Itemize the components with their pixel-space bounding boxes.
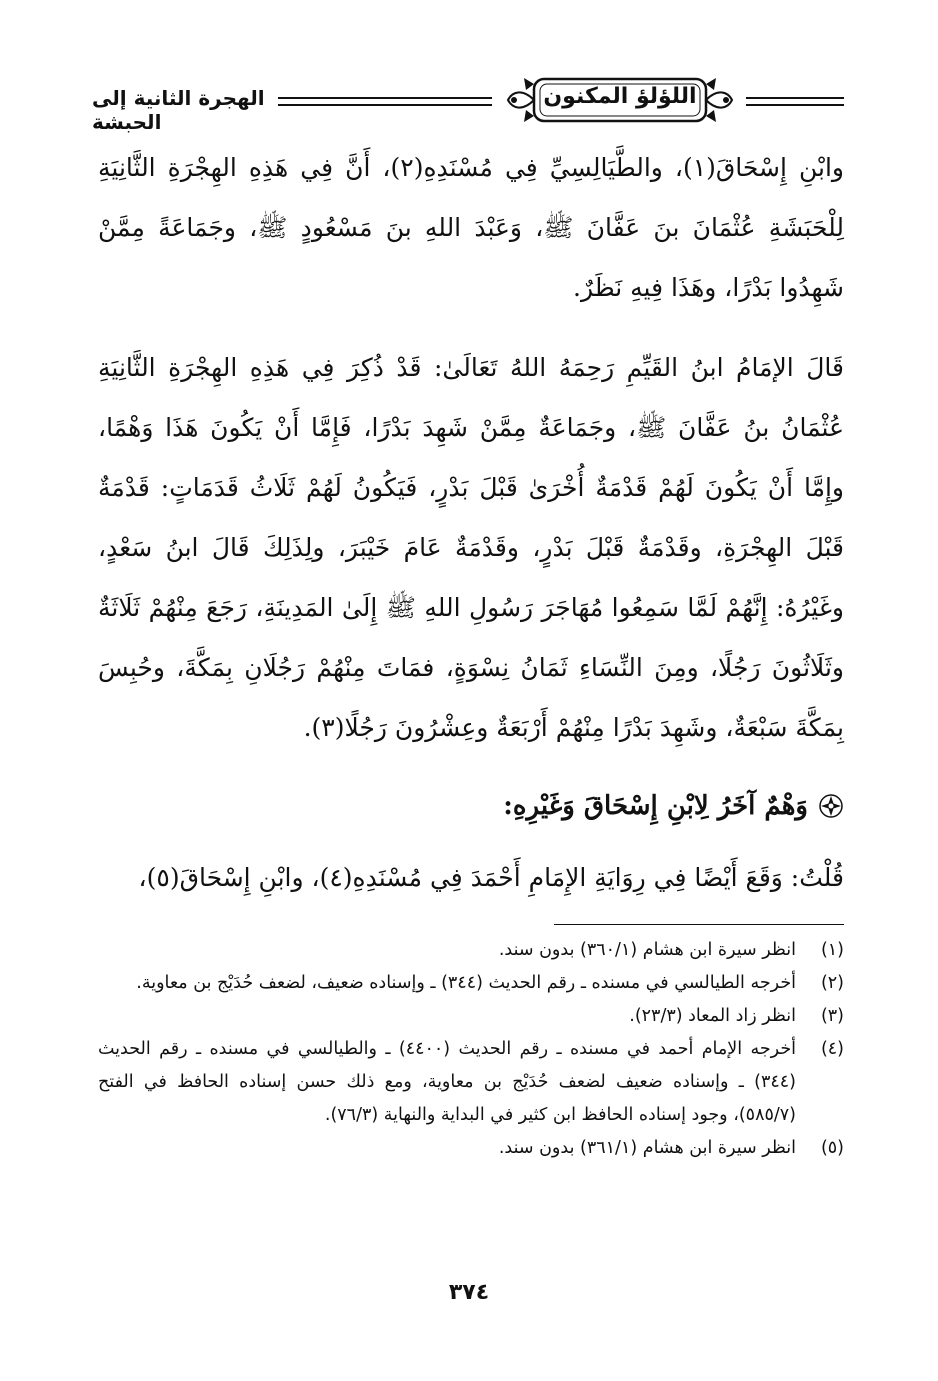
footnote-number: (٢) [820, 973, 844, 993]
paragraph-2: قَالَ الإمَامُ ابنُ القَيِّمِ رَحِمَهُ اللهُ تَعَالَىٰ: قَدْ ذُكِرَ فِي هَذِهِ الهِجْرَةِ الثَّانِيَةِ عُثْمَانُ بنُ عَفَّانَ ﷺ، وجَمَاعَةٌ مِمَّنْ شَهِدَ بَدْرًا، فَإِمَّا أَنْ يَكُونَ هَذَا وَهْمًا، وإِمَّا أَنْ يَكُونَ لَهُمْ قَدْمَةٌ أُخْرَىٰ قَبْلَ بَدْرٍ، فَيَكُونُ لَهُمْ ثَلَاثُ قَدَمَاتٍ: قَدْمَةٌ قَبْلَ الهِجْرَةِ، وقَدْمَةٌ قَبْلَ بَدْرٍ، وقَدْمَةٌ عَامَ خَيْبَرَ، ولِذَلِكَ قَالَ ابنُ سَعْدٍ، وغَيْرُهُ: إِنَّهُمْ لَمَّا سَمِعُوا مُهَاجَرَ رَسُولِ اللهِ ﷺ إِلَىٰ المَدِينَةِ، رَجَعَ مِنْهُمْ ثَلَاثَةٌ وثَلَاثُونَ رَجُلًا، ومِنَ النِّسَاءِ ثَمَانُ نِسْوَةٍ، فمَاتَ مِنْهُمْ رَجُلَانِ بِمَكَّةَ، وحُبِسَ بِمَكَّةَ سَبْعَةٌ، وشَهِدَ بَدْرًا مِنْهُمْ أَرْبَعَةٌ وعِشْرُونَ رَجُلًا(٣). [98, 353, 844, 742]
footnotes [98, 934, 844, 1165]
footnote-item [98, 1000, 844, 1033]
book-title-ornament [504, 70, 736, 130]
flower-icon [818, 793, 844, 819]
paragraph-3: قُلْتُ: وَقَعَ أَيْضًا فِي رِوَايَةِ الإِمَامِ أَحْمَدَ فِي مُسْنَدِهِ(٤)، وابْنِ إِسْحَاقَ(٥)، [138, 863, 844, 892]
page-header [92, 70, 844, 132]
footnote-text: انظر سيرة ابن هشام (٣٦٠/١) بدون سند. [498, 940, 796, 960]
footnote-separator [554, 924, 844, 925]
footnote-item [98, 934, 844, 967]
header-rule-right [746, 97, 844, 106]
footnote-number: (٤) [820, 1039, 844, 1059]
footnote-item [98, 1132, 844, 1165]
footnote-number: (٥) [820, 1138, 844, 1158]
footnote-text: انظر سيرة ابن هشام (٣٦١/١) بدون سند. [498, 1138, 796, 1158]
subheading-text: وَهْمٌ آخَرُ لِابْنِ إِسْحَاقَ وَغَيْرِهِ: [503, 791, 808, 821]
footnote-text: انظر زاد المعاد (٢٣/٣). [629, 1006, 796, 1026]
footnote-text: أخرجه الإمام أحمد في مسنده ـ رقم الحديث (٤٤٠٠) ـ والطيالسي في مسنده ـ رقم الحديث (٣٤٤) ـ وإسناده ضعيف لضعف حُدَيْج بن معاوية، ومع ذلك حسن إسناده الحافظ في الفتح (٥٨٥/٧)، وجود إسناده الحافظ ابن كثير في البداية والنهاية (٧٦/٣). [98, 1039, 796, 1125]
paragraph-1: وابْنِ إِسْحَاقَ(١)، والطَّيَالِسِيِّ فِي مُسْنَدِهِ(٢)، أَنَّ فِي هَذِهِ الهِجْرَةِ الثَّانِيَةِ لِلْحَبَشَةِ عُثْمَانَ بنَ عَفَّانَ ﷺ، وَعَبْدَ اللهِ بنَ مَسْعُودٍ ﷺ، وجَمَاعَةً مِمَّنْ شَهِدُوا بَدْرًا، وهَذَا فِيهِ نَظَرٌ. [98, 153, 844, 302]
section-subheading [98, 776, 844, 836]
main-text [98, 138, 844, 908]
footnote-item [98, 1033, 844, 1132]
footnote-item [98, 967, 844, 1000]
page-number: ٣٧٤ [448, 1280, 490, 1305]
footnote-number: (١) [820, 940, 844, 960]
book-title: اللؤلؤ المكنون [543, 84, 697, 109]
header-rule-left [278, 97, 492, 106]
footnote-text: أخرجه الطيالسي في مسنده ـ رقم الحديث (٣٤٤) ـ وإسناده ضعيف، لضعف حُدَيْج بن معاوية. [136, 973, 796, 993]
footnote-number: (٣) [820, 1006, 844, 1026]
chapter-title: الهجرة الثانية إلى الحبشة [92, 86, 265, 134]
